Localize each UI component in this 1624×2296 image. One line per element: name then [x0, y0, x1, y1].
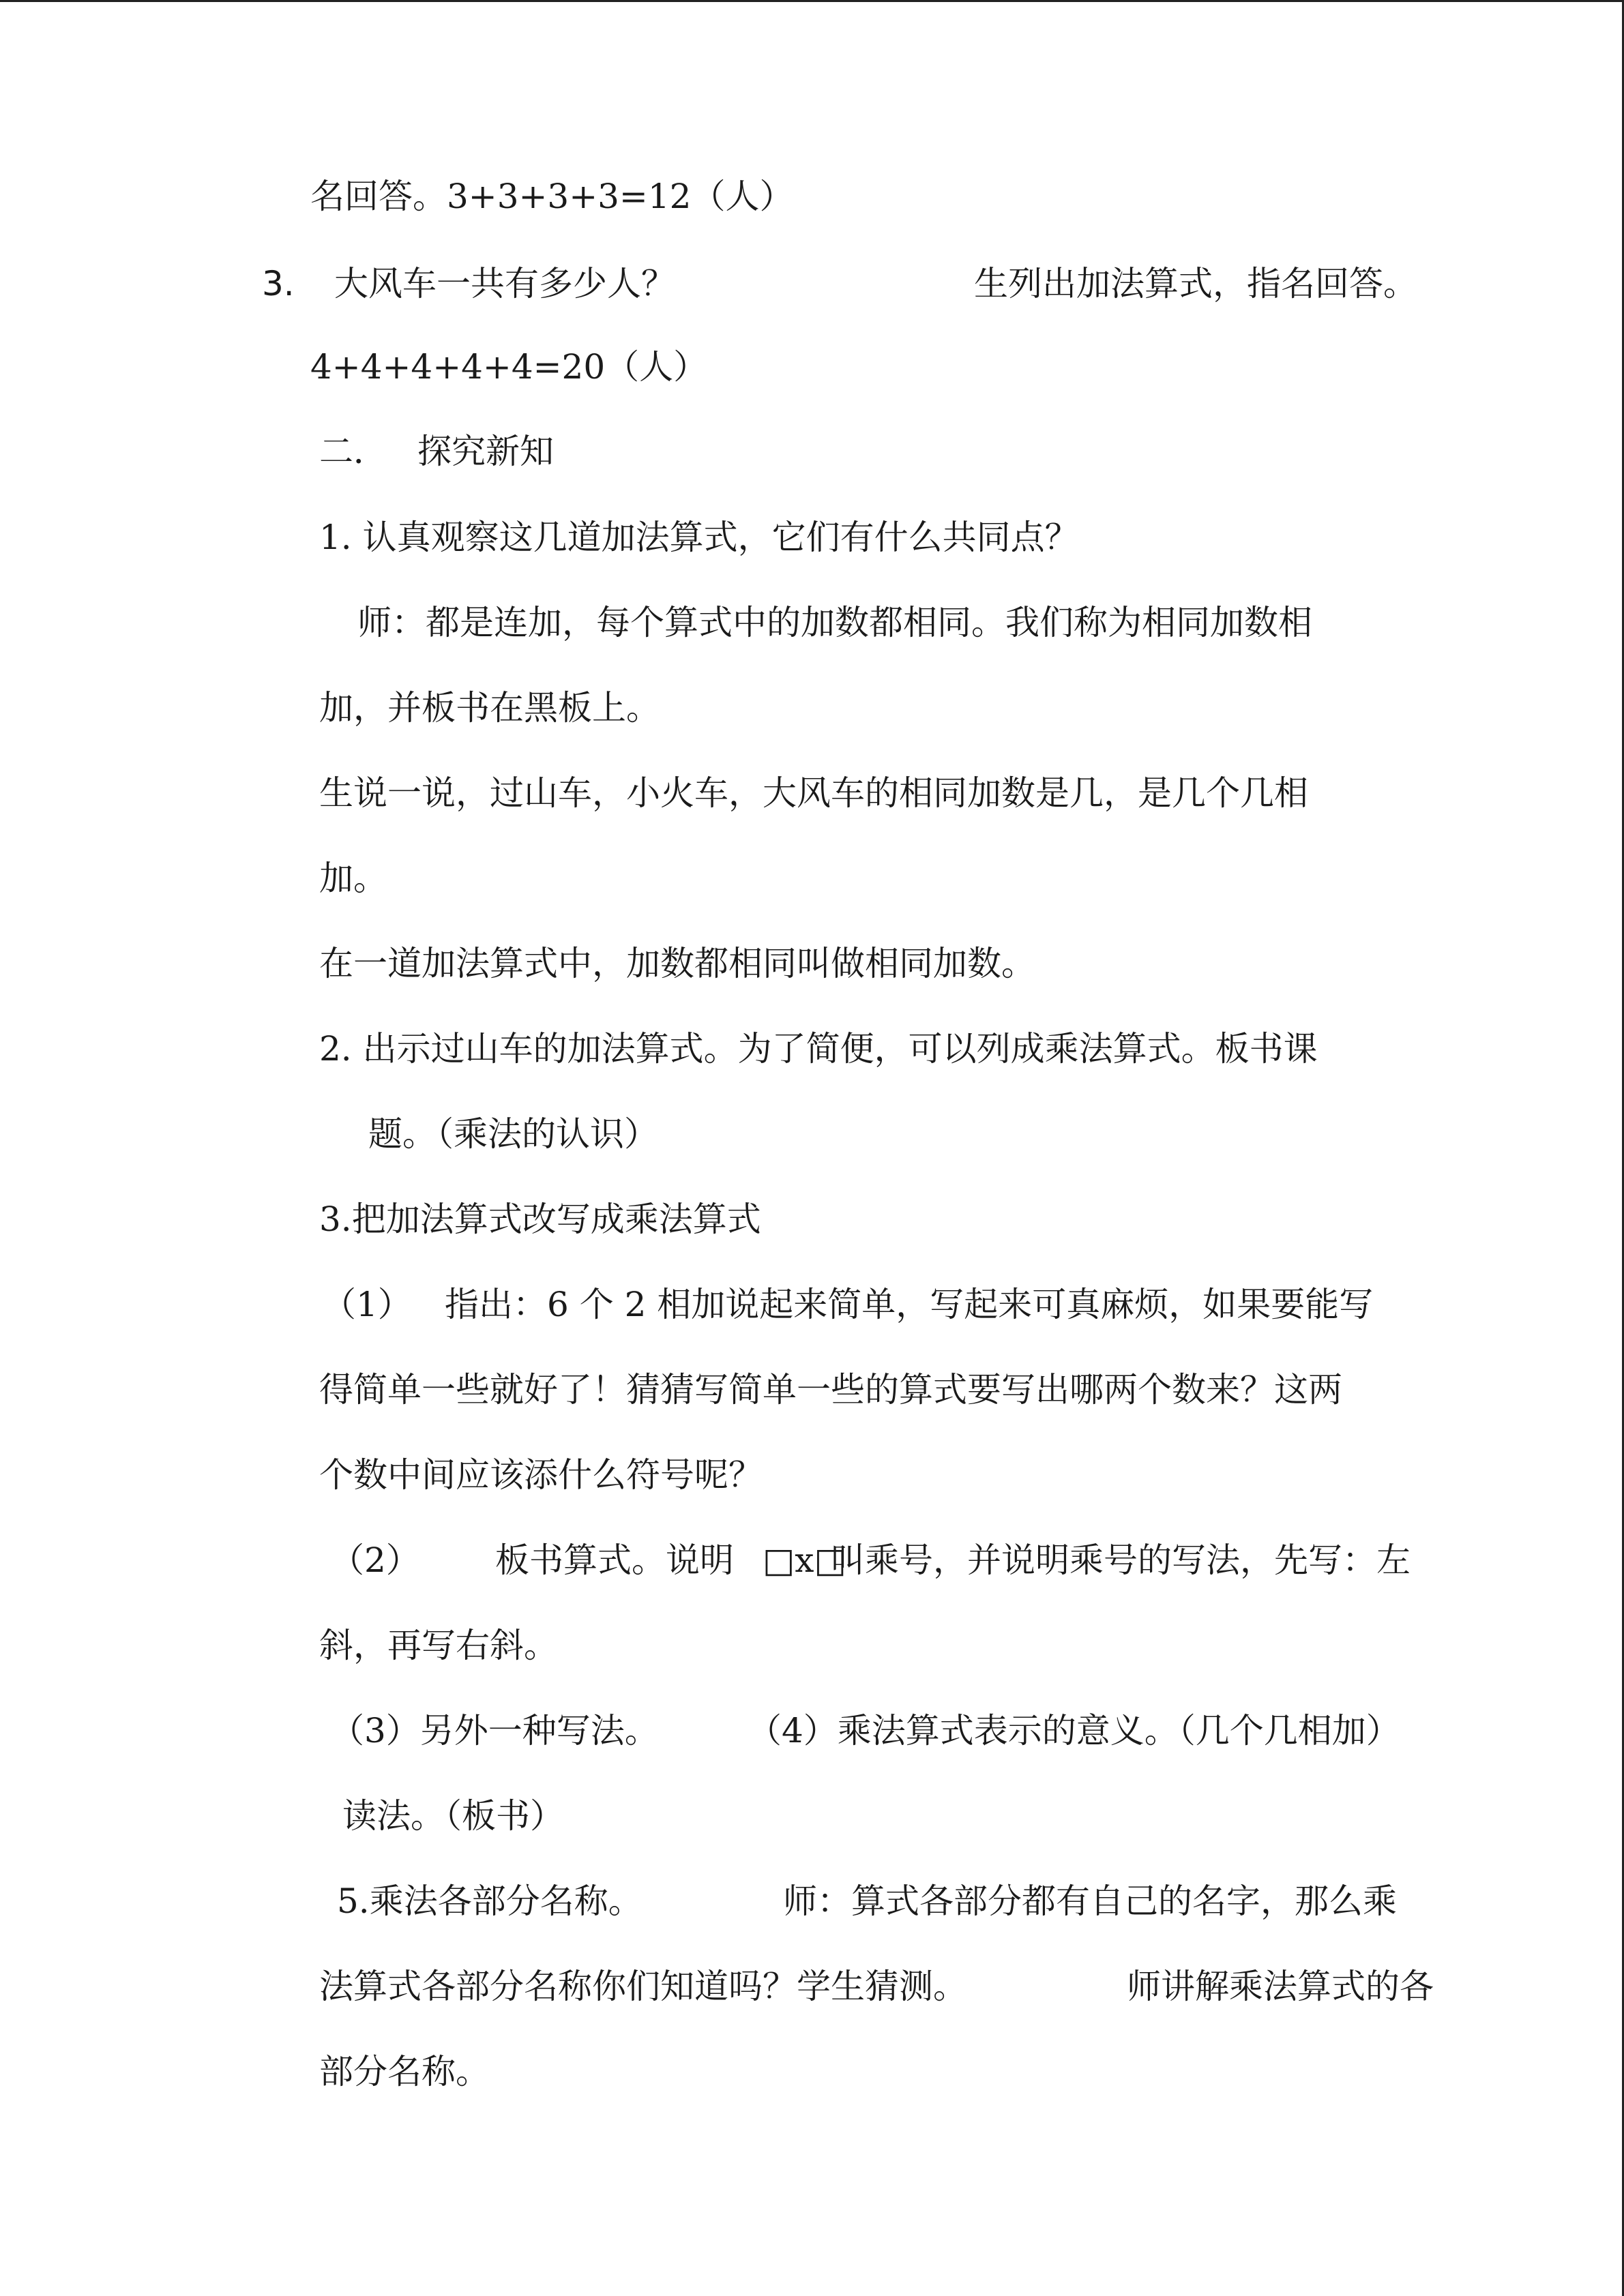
paragraph-line: 斜，再写右斜。 — [319, 1626, 558, 1665]
paragraph-line: 4+4+4+4+4=20（人） — [310, 347, 708, 387]
list-marker: （1） — [322, 1285, 412, 1324]
paragraph-line: 大风车一共有多少人？ — [334, 264, 675, 303]
paragraph-line: 1. 认真观察这几道加法算式，它们有什么共同点？ — [319, 518, 1079, 557]
paragraph-line: 5.乘法各部分名称。 — [337, 1881, 643, 1921]
paragraph-line: 名回答。3+3+3+3=12（人） — [310, 177, 794, 216]
list-number: 3. — [262, 264, 295, 303]
section-heading: 探究新知 — [417, 432, 554, 471]
paragraph-line: 部分名称。 — [319, 2052, 490, 2091]
page-border-top — [0, 0, 1624, 2]
paragraph-line: 师：算式各部分都有自己的名字，那么乘 — [783, 1881, 1397, 1921]
paragraph-line: 2. 出示过山车的加法算式。为了简便，可以列成乘法算式。板书课 — [319, 1029, 1318, 1069]
paragraph-line: 读法。（板书） — [342, 1796, 564, 1836]
paragraph-line: 生说一说，过山车，小火车，大风车的相同加数是几，是几个几相 — [319, 773, 1308, 813]
paragraph-line: （4）乘法算式表示的意义。（几个几相加） — [748, 1711, 1400, 1750]
paragraph-line: 生列出加法算式，指名回答。 — [974, 264, 1417, 303]
paragraph-line: 加。 — [319, 859, 387, 898]
paragraph-line: 法算式各部分名称你们知道吗？学生猜测。 — [319, 1967, 967, 2006]
paragraph-line: 加，并板书在黑板上。 — [319, 688, 660, 728]
paragraph-line: 指出：6 个 2 相加说起来简单，写起来可真麻烦，如果要能写 — [445, 1285, 1374, 1324]
paragraph-line: 师讲解乘法算式的各 — [1127, 1967, 1434, 2006]
paragraph-line: 叫乘号，并说明乘号的写法，先写：左 — [831, 1540, 1411, 1580]
paragraph-line: 师：都是连加，每个算式中的加数都相同。我们称为相同加数相 — [357, 603, 1312, 642]
list-marker: （2） — [330, 1540, 420, 1580]
missing-glyph-placeholder: □x□ — [763, 1540, 846, 1580]
paragraph-line: 板书算式。说明 — [495, 1540, 734, 1580]
paragraph-line: （3）另外一种写法。 — [330, 1711, 659, 1750]
paragraph-line: 得简单一些就好了！猜猜写简单一些的算式要写出哪两个数来？这两 — [319, 1370, 1342, 1410]
paragraph-line: 个数中间应该添什么符号呢？ — [319, 1455, 763, 1495]
paragraph-line: 3.把加法算式改写成乘法算式 — [319, 1199, 761, 1239]
paragraph-line: 在一道加法算式中，加数都相同叫做相同加数。 — [319, 944, 1035, 983]
section-number: 二． — [319, 432, 387, 471]
paragraph-line: 题。（乘法的认识） — [368, 1114, 658, 1154]
